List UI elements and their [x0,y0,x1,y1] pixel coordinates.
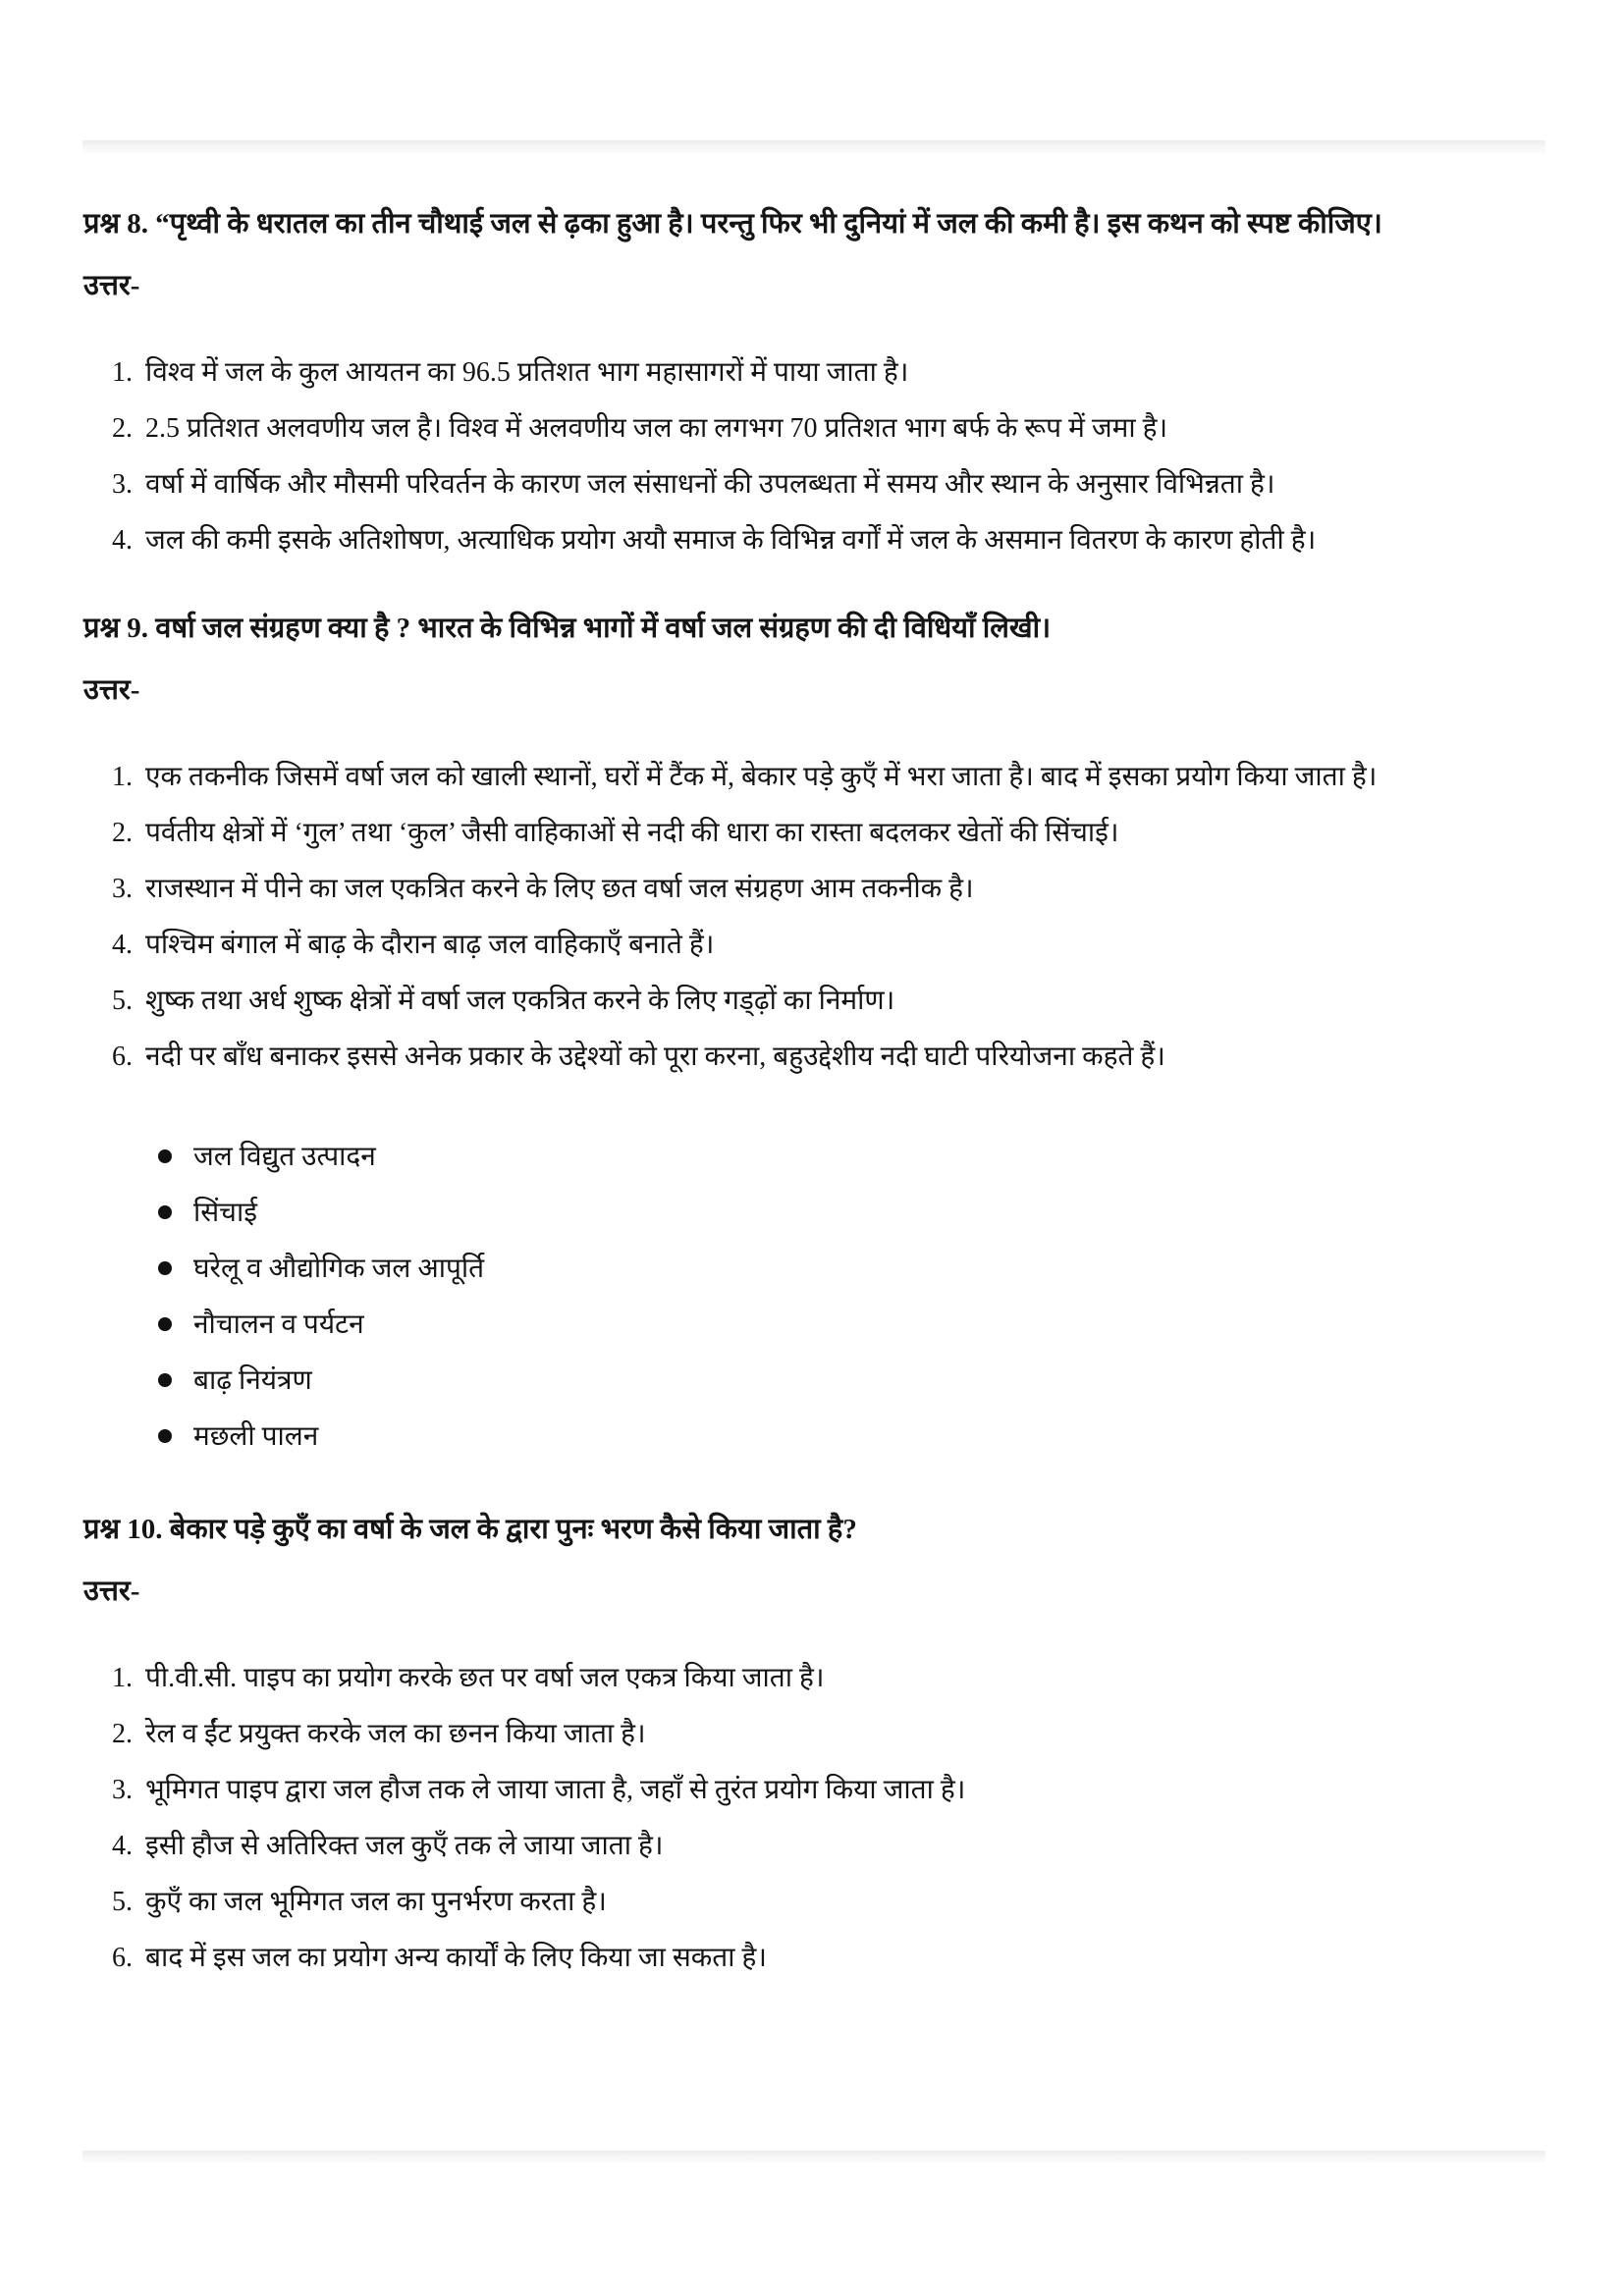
top-section-divider [82,140,1545,153]
list-item: 1. पी.वी.सी. पाइप का प्रयोग करके छत पर वर्षा जल एकत्र किया जाता है। [139,1650,1545,1706]
answer-label: उत्तर- [83,674,140,706]
list-item: 2. रेल व ईंट प्रयुक्त करके जल का छनन किया जाता है। [139,1706,1545,1762]
question-heading: प्रश्न 9. वर्षा जल संग्रहण क्या है ? भारत के विभिन्न भागों में वर्षा जल संग्रहण की दी विधियाँ लिखी। [83,613,1052,644]
list-item: 3. भूमिगत पाइप द्वारा जल हौज तक ले जाया जाता है, जहाँ से तुरंत प्रयोग किया जाता है। [139,1762,1545,1818]
bullet-item-label: बाढ़ नियंत्रण [193,1365,312,1396]
bullet-item [193,1185,1545,1241]
list-item: 4. पश्चिम बंगाल में बाढ़ के दौरान बाढ़ जल वाहिकाएँ बनाते हैं। [139,917,1545,973]
bullet-dot-icon [158,1205,172,1219]
bottom-section-divider [82,2151,1545,2163]
bullet-dot-icon [158,1261,172,1275]
numbered-answer-list [83,749,1545,1085]
question-block-8 [83,193,1545,568]
bullet-dot-icon [158,1317,172,1331]
list-item: 3. राजस्थान में पीने का जल एकत्रित करने के लिए छत वर्षा जल संग्रहण आम तकनीक है। [139,861,1545,917]
list-item: 5. शुष्क तथा अर्ध शुष्क क्षेत्रों में वर्षा जल एकत्रित करने के लिए गड्ढ़ों का निर्माण। [139,973,1545,1029]
list-item: 1. एक तकनीक जिसमें वर्षा जल को खाली स्थानों, घरों में टैंक में, बेकार पड़े कुएँ में भरा जाता है। बाद में इसका प्रयोग किया जाता है। [139,749,1545,805]
question-heading: प्रश्न 10. बेकार पड़े कुएँ का वर्षा के जल के द्वारा पुनः भरण कैसे किया जाता है? [83,1514,857,1545]
answer-label: उत्तर- [83,270,140,301]
bullet-item-label: मछली पालन [193,1421,319,1452]
question-heading: प्रश्न 8. “पृथ्वी के धरातल का तीन चौथाई जल से ढ़का हुआ है। परन्तु फिर भी दुनियां में जल की कमी है। इस कथन को स्पष्ट कीजिए। [83,208,1382,240]
answer-label: उत्तर- [83,1575,140,1607]
bullet-item-label: घरेलू व औद्योगिक जल आपूर्ति [193,1254,485,1284]
list-item: 5. कुएँ का जल भूमिगत जल का पुनर्भरण करता है। [139,1874,1545,1930]
bullet-item [193,1241,1545,1297]
bullet-dot-icon [158,1149,172,1163]
bullet-item-label: जल विद्युत उत्पादन [193,1142,376,1172]
numbered-answer-list [83,1650,1545,1986]
bullet-list [83,1129,1545,1465]
bullet-item [193,1409,1545,1465]
list-item: 4. इसी हौज से अतिरिक्त जल कुएँ तक ले जाया जाता है। [139,1818,1545,1874]
list-item: 1. विश्व में जल के कुल आयतन का 96.5 प्रतिशत भाग महासागरों में पाया जाता है। [139,345,1545,400]
bullet-item [193,1297,1545,1353]
document-content [83,193,1545,2015]
list-item: 6. बाद में इस जल का प्रयोग अन्य कार्यों के लिए किया जा सकता है। [139,1930,1545,1986]
list-item: 2. पर्वतीय क्षेत्रों में ‘गुल’ तथा ‘कुल’ जैसी वाहिकाओं से नदी की धारा का रास्ता बदलकर खेतों की सिंचाई। [139,805,1545,861]
list-item: 6. नदी पर बाँध बनाकर इससे अनेक प्रकार के उद्देश्यों को पूरा करना, बहुउद्देशीय नदी घाटी परियोजना कहते हैं। [139,1029,1545,1085]
bullet-dot-icon [158,1429,172,1443]
bullet-item-label: सिंचाई [193,1198,257,1228]
question-block-9 [83,598,1545,1465]
list-item: 2. 2.5 प्रतिशत अलवणीय जल है। विश्व में अलवणीय जल का लगभग 70 प्रतिशत भाग बर्फ के रूप में जमा है। [139,400,1545,456]
bullet-item [193,1129,1545,1185]
bullet-item-label: नौचालन व पर्यटन [193,1309,364,1340]
question-block-10 [83,1499,1545,1986]
list-item: 4. जल की कमी इसके अतिशोषण, अत्याधिक प्रयोग अयौ समाज के विभिन्न वर्गों में जल के असमान वितरण के कारण होती है। [139,512,1545,568]
bullet-item [193,1353,1545,1409]
numbered-answer-list [83,345,1545,568]
bullet-dot-icon [158,1373,172,1387]
list-item: 3. वर्षा में वार्षिक और मौसमी परिवर्तन के कारण जल संसाधनों की उपलब्धता में समय और स्थान के अनुसार विभिन्नता है। [139,456,1545,512]
